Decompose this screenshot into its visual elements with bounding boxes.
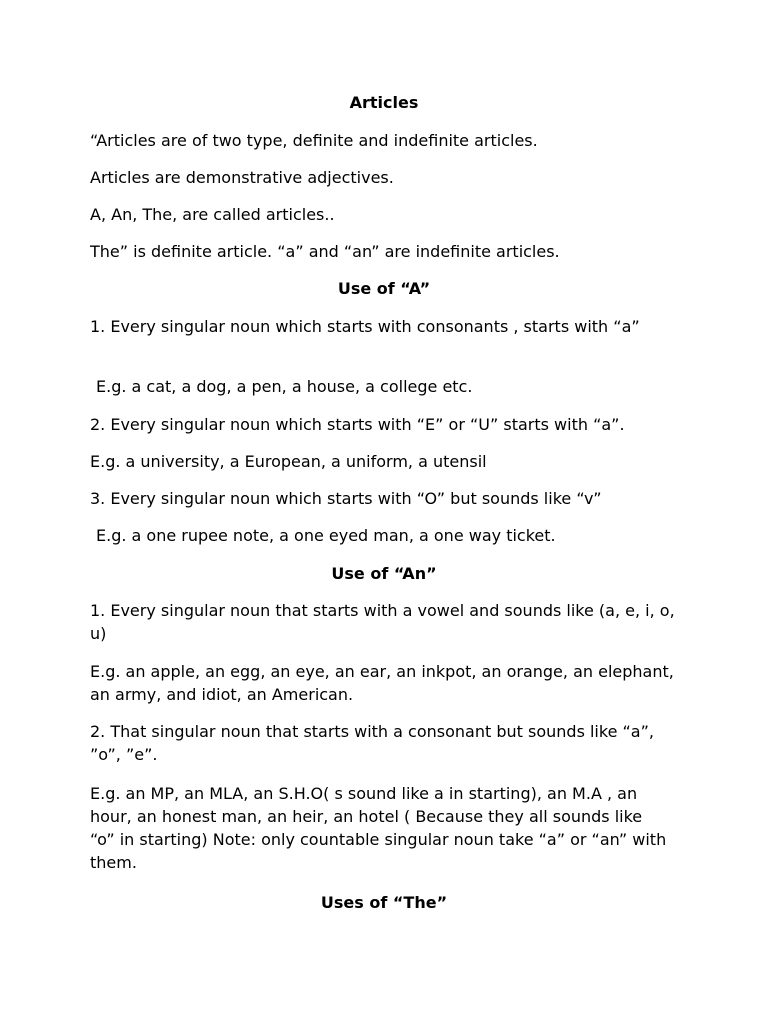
rule-a-1: 1. Every singular noun which starts with consonants , starts with “a” (90, 317, 640, 336)
document-title: Articles (349, 93, 419, 112)
section-heading-a: Use of “A” (337, 279, 431, 298)
section-heading-the: Uses of “The” (320, 893, 448, 912)
rule-an-2: 2. That singular noun that starts with a consonant but sounds like “a”, ”o”, ”e”. (90, 722, 654, 764)
example-an-1: E.g. an apple, an egg, an eye, an ear, an inkpot, an orange, an elephant, an army, and idiot, an American. (90, 662, 674, 704)
intro-paragraph-4: The” is definite article. “a” and “an” are indefinite articles. (90, 242, 560, 261)
rule-an-1: 1. Every singular noun that starts with a vowel and sounds like (a, e, i, o, u) (90, 601, 675, 643)
section-heading-an: Use of “An” (331, 564, 437, 583)
intro-paragraph-2: Articles are demonstrative adjectives. (90, 168, 394, 187)
intro-paragraph-3: A, An, The, are called articles.. (90, 205, 335, 224)
example-a-1: E.g. a cat, a dog, a pen, a house, a college etc. (96, 377, 473, 396)
example-an-2: E.g. an MP, an MLA, an S.H.O( s sound like a in starting), an M.A , an hour, an honest man, an heir, an hotel ( Because they all sounds like “o” in starting) Note: only countable singular noun take “a” or “an” with them. (90, 784, 667, 872)
example-a-3: E.g. a one rupee note, a one eyed man, a one way ticket. (96, 526, 556, 545)
rule-a-3: 3. Every singular noun which starts with “O” but sounds like “v” (90, 489, 602, 508)
example-a-2: E.g. a university, a European, a uniform, a utensil (90, 452, 487, 471)
rule-a-2: 2. Every singular noun which starts with “E” or “U” starts with “a”. (90, 415, 625, 434)
intro-paragraph-1: “Articles are of two type, definite and indefinite articles. (90, 131, 538, 150)
